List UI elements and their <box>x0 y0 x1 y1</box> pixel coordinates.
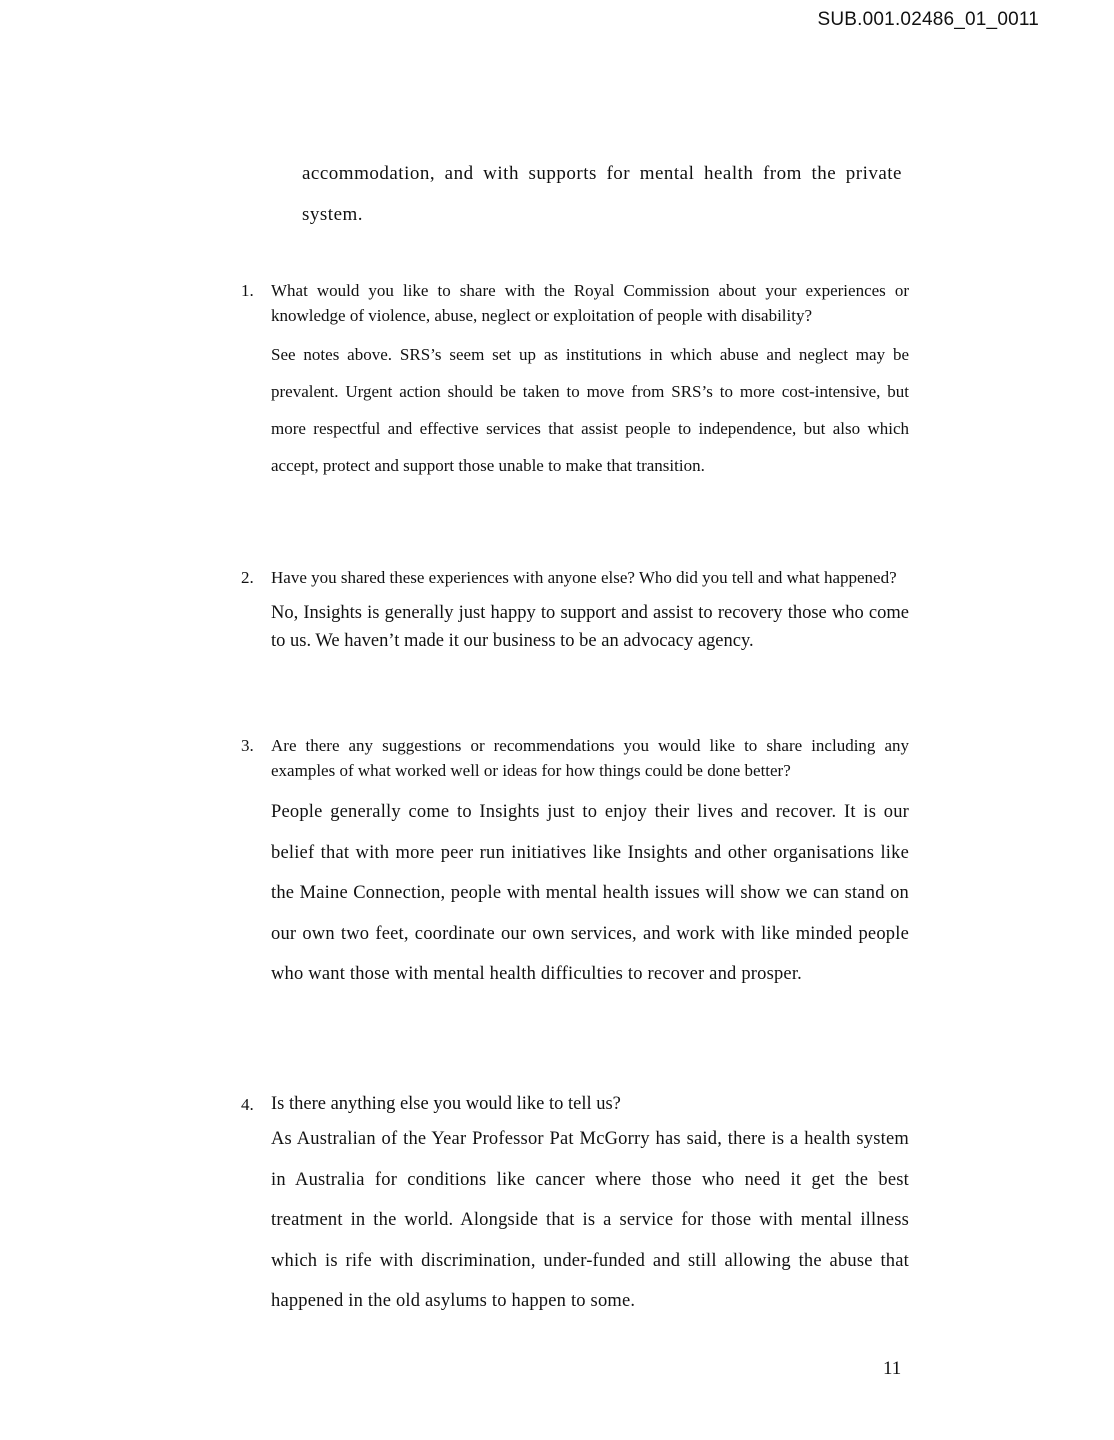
question-block-3 <box>241 733 909 995</box>
question-row <box>241 733 909 783</box>
document-id: SUB.001.02486_01_0011 <box>817 9 1039 30</box>
question-number: 1. <box>241 281 254 300</box>
question-text: What would you like to share with the Royal Commission about your experiences or knowledge of violence, abuse, neglect or exploitation of people with disability? <box>271 281 909 325</box>
answer-text: No, Insights is generally just happy to support and assist to recovery those who come to us. We haven’t made it our business to be an advocacy agency. <box>271 603 909 651</box>
question-row <box>241 278 909 328</box>
question-block-2 <box>241 565 909 655</box>
question-text: Is there anything else you would like to tell us? <box>271 1094 621 1114</box>
answer-text: See notes above. SRS’s seem set up as institutions in which abuse and neglect may be prevalent. Urgent action should be taken to move from SRS’s to more cost-intensive, but more respectful and effective services that assist people to independence, but also which accept, protect and support those unable to make that transition. <box>271 345 909 475</box>
question-text: Are there any suggestions or recommendations you would like to share including any examples of what worked well or ideas for how things could be done better? <box>271 736 909 780</box>
continuation-paragraph: accommodation, and with supports for mental health from the private system. <box>302 163 902 225</box>
question-block-1 <box>241 278 909 484</box>
page-number: 11 <box>883 1358 902 1379</box>
question-text: Have you shared these experiences with anyone else? Who did you tell and what happened? <box>271 568 897 587</box>
question-row <box>241 1092 909 1117</box>
question-number: 2. <box>241 568 254 587</box>
answer-text: People generally come to Insights just to enjoy their lives and recover. It is our belief that with more peer run initiatives like Insights and other organisations like the Maine Connection, people with mental health issues will show we can stand on our own two feet, coordinate our own services, and work with like minded people who want those with mental health difficulties to recover and prosper. <box>271 802 909 984</box>
question-row <box>241 565 909 590</box>
question-block-4 <box>241 1092 909 1322</box>
question-number: 3. <box>241 736 254 755</box>
answer-text: As Australian of the Year Professor Pat McGorry has said, there is a health system in Australia for conditions like cancer where those who need it get the best treatment in the world. Alongside that is a service for those with mental illness which is rife with discrimination, under-funded and still allowing the abuse that happened in the old asylums to happen to some. <box>271 1129 909 1311</box>
question-number: 4. <box>241 1095 254 1114</box>
